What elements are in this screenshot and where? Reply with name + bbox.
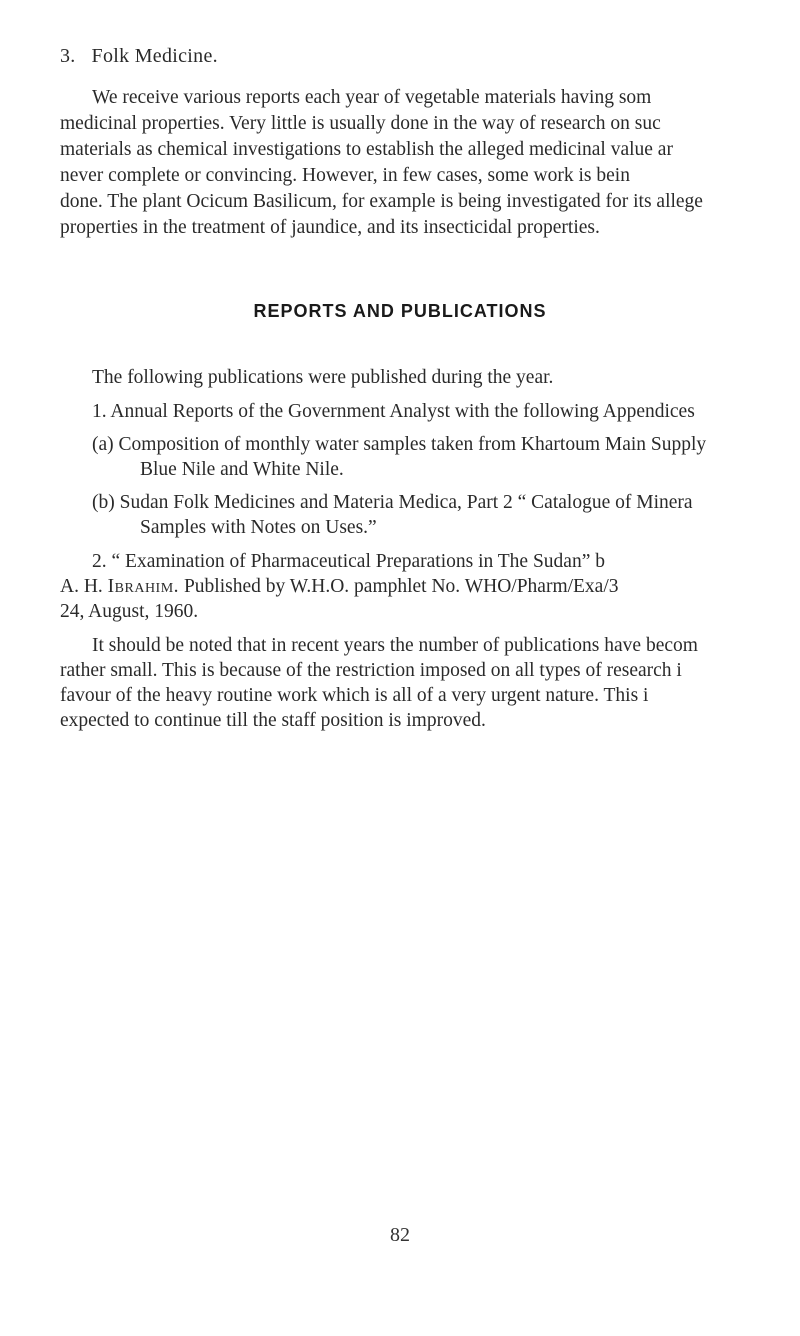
item-2-line: 2. “ Examination of Pharmaceutical Preparations in The Sudan” b [92,551,605,572]
item-2-line: 24, August, 1960. [60,601,199,622]
item-2-line [60,575,619,599]
item-b-line: (b) Sudan Folk Medicines and Materia Medica, Part 2 “ Catalogue of Minera [92,492,693,513]
paragraph-line: favour of the heavy routine work which is all of a very urgent nature. This i [60,685,649,706]
intro-line: The following publications were published during the year. [92,367,554,388]
publication-details: Published by W.H.O. pamphlet No. WHO/Pharm/Exa/3 [179,576,619,597]
item-a-line: (a) Composition of monthly water samples taken from Khartoum Main Supply [92,434,707,455]
section-heading [60,45,218,68]
paragraph-line: done. The plant Ocicum Basilicum, for example is being investigated for its allege [60,191,703,212]
reports-publications-heading: REPORTS AND PUBLICATIONS [253,301,547,321]
publication-item-1: 1. Annual Reports of the Government Analyst with the following Appendices [92,401,695,422]
item-b-line: Samples with Notes on Uses.” [140,517,377,538]
page-number: 82 [390,1224,410,1246]
paragraph-line: It should be noted that in recent years the number of publications have becom [92,635,698,656]
section-title: Folk Medicine. [91,45,218,67]
author-initials: A. H. [60,576,103,597]
paragraph-line: never complete or convincing. However, in few cases, some work is bein [60,165,630,186]
paragraph-line: expected to continue till the staff position is improved. [60,710,486,731]
section-number: 3. [60,45,76,67]
paragraph-line: rather small. This is because of the restriction imposed on all types of research i [60,660,682,681]
paragraph-line: properties in the treatment of jaundice, and its insecticidal properties. [60,217,600,238]
item-a-line: Blue Nile and White Nile. [140,459,344,480]
paragraph-line: We receive various reports each year of vegetable materials having som [92,87,652,108]
paragraph-line: medicinal properties. Very little is usually done in the way of research on suc [60,113,661,134]
author-name: Ibrahim. [107,576,180,597]
paragraph-line: materials as chemical investigations to establish the alleged medicinal value ar [60,139,673,160]
